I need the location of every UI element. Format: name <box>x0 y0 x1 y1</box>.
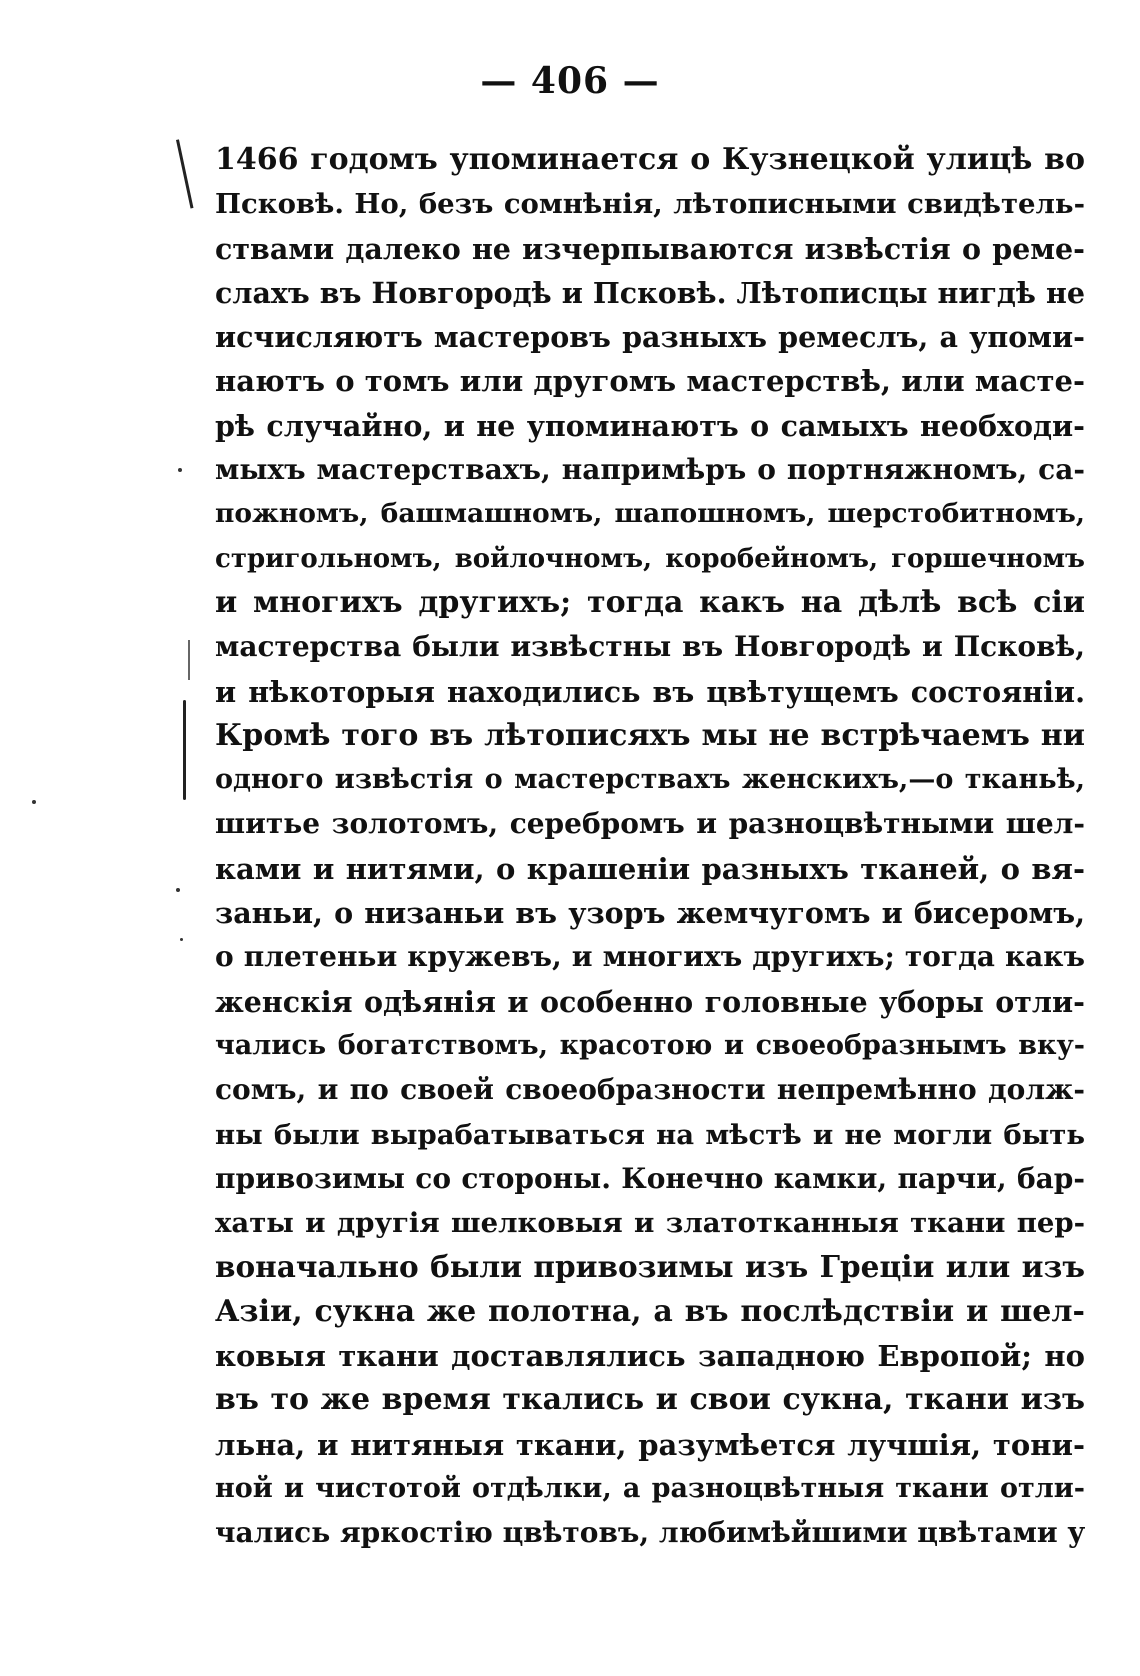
text-line: и нѣкоторыя находились въ цвѣтущемъ состояніи. <box>215 674 1085 709</box>
text-line: мыхъ мастерствахъ, напримѣръ о портняжномъ, са- <box>215 453 1085 487</box>
text-line: женскія одѣянія и особенно головные уборы отли- <box>215 984 1085 1019</box>
text-line: хаты и другія шелковыя и златотканныя ткани пер- <box>215 1207 1085 1240</box>
text-line: ной и чистотой отдѣлки, а разноцвѣтныя ткани отли- <box>215 1472 1085 1504</box>
text-line: Азіи, сукна же полотна, а въ послѣдствіи и шел- <box>215 1293 1085 1329</box>
text-line: одного извѣстія о мастерствахъ женскихъ,—о тканьѣ, <box>215 764 1085 796</box>
text-line: сомъ, и по своей своеобразности непремѣнно долж- <box>215 1073 1085 1107</box>
text-line: привозимы со стороны. Конечно камки, парчи, бар- <box>215 1161 1085 1195</box>
margin-dot-4 <box>180 938 183 941</box>
text-line: заньи, о низаньи въ узоръ жемчугомъ и бисеромъ, <box>215 896 1085 931</box>
text-line: рѣ случайно, и не упоминаютъ о самыхъ необходи- <box>215 408 1085 443</box>
text-line: чались яркостію цвѣтовъ, любимѣйшими цвѣтами у <box>215 1516 1085 1550</box>
margin-dot-1 <box>178 468 182 472</box>
text-line: Псковѣ. Но, безъ сомнѣнія, лѣтописными свидѣтель- <box>215 188 1085 221</box>
text-line: мастерства были извѣстны въ Новгородѣ и Псковѣ, <box>215 630 1085 664</box>
text-line: пожномъ, башмашномъ, шапошномъ, шерстобитномъ, <box>215 498 1085 530</box>
text-line: въ то же время ткались и свои сукна, ткани изъ <box>215 1382 1085 1418</box>
margin-dot-2 <box>32 800 36 804</box>
text-line: ками и нитями, о крашеніи разныхъ тканей, о вя- <box>215 851 1085 886</box>
text-line: и многихъ другихъ; тогда какъ на дѣлѣ всѣ сіи <box>215 584 1085 620</box>
text-line: 1466 годомъ упоминается о Кузнецкой улицѣ во <box>215 142 1085 177</box>
text-line: Кромѣ того въ лѣтописяхъ мы не встрѣчаемъ ни <box>215 717 1085 753</box>
margin-mark-top <box>176 139 193 208</box>
text-line: чались богатствомъ, красотою и своеобразнымъ вку- <box>215 1029 1085 1061</box>
margin-mark-bracket <box>183 700 186 800</box>
text-line: стригольномъ, войлочномъ, коробейномъ, горшечномъ <box>215 543 1085 574</box>
text-line: ствами далеко не изчерпываются извѣстія о реме- <box>215 231 1085 266</box>
margin-mark-middle <box>188 640 190 680</box>
body-text <box>215 138 1085 1556</box>
text-line: ковыя ткани доставлялись западною Европой; но <box>215 1339 1085 1374</box>
text-line: исчисляютъ мастеровъ разныхъ ремеслъ, а упоми- <box>215 320 1085 355</box>
text-line: слахъ въ Новгородѣ и Псковѣ. Лѣтописцы нигдѣ не <box>215 275 1085 310</box>
text-line: наютъ о томъ или другомъ мастерствѣ, или масте- <box>215 364 1085 399</box>
text-line: шитье золотомъ, серебромъ и разноцвѣтными шел- <box>215 807 1085 841</box>
text-line: о плетеньи кружевъ, и многихъ другихъ; тогда какъ <box>215 940 1085 974</box>
page-number: — 406 — <box>480 60 660 102</box>
text-line: льна, и нитяныя ткани, разумѣется лучшія, тони- <box>215 1427 1085 1462</box>
text-line: воначально были привозимы изъ Грецiи или изъ <box>215 1249 1085 1285</box>
margin-dot-3 <box>176 888 180 892</box>
text-line: ны были вырабатываться на мѣстѣ и не могли быть <box>215 1118 1085 1151</box>
